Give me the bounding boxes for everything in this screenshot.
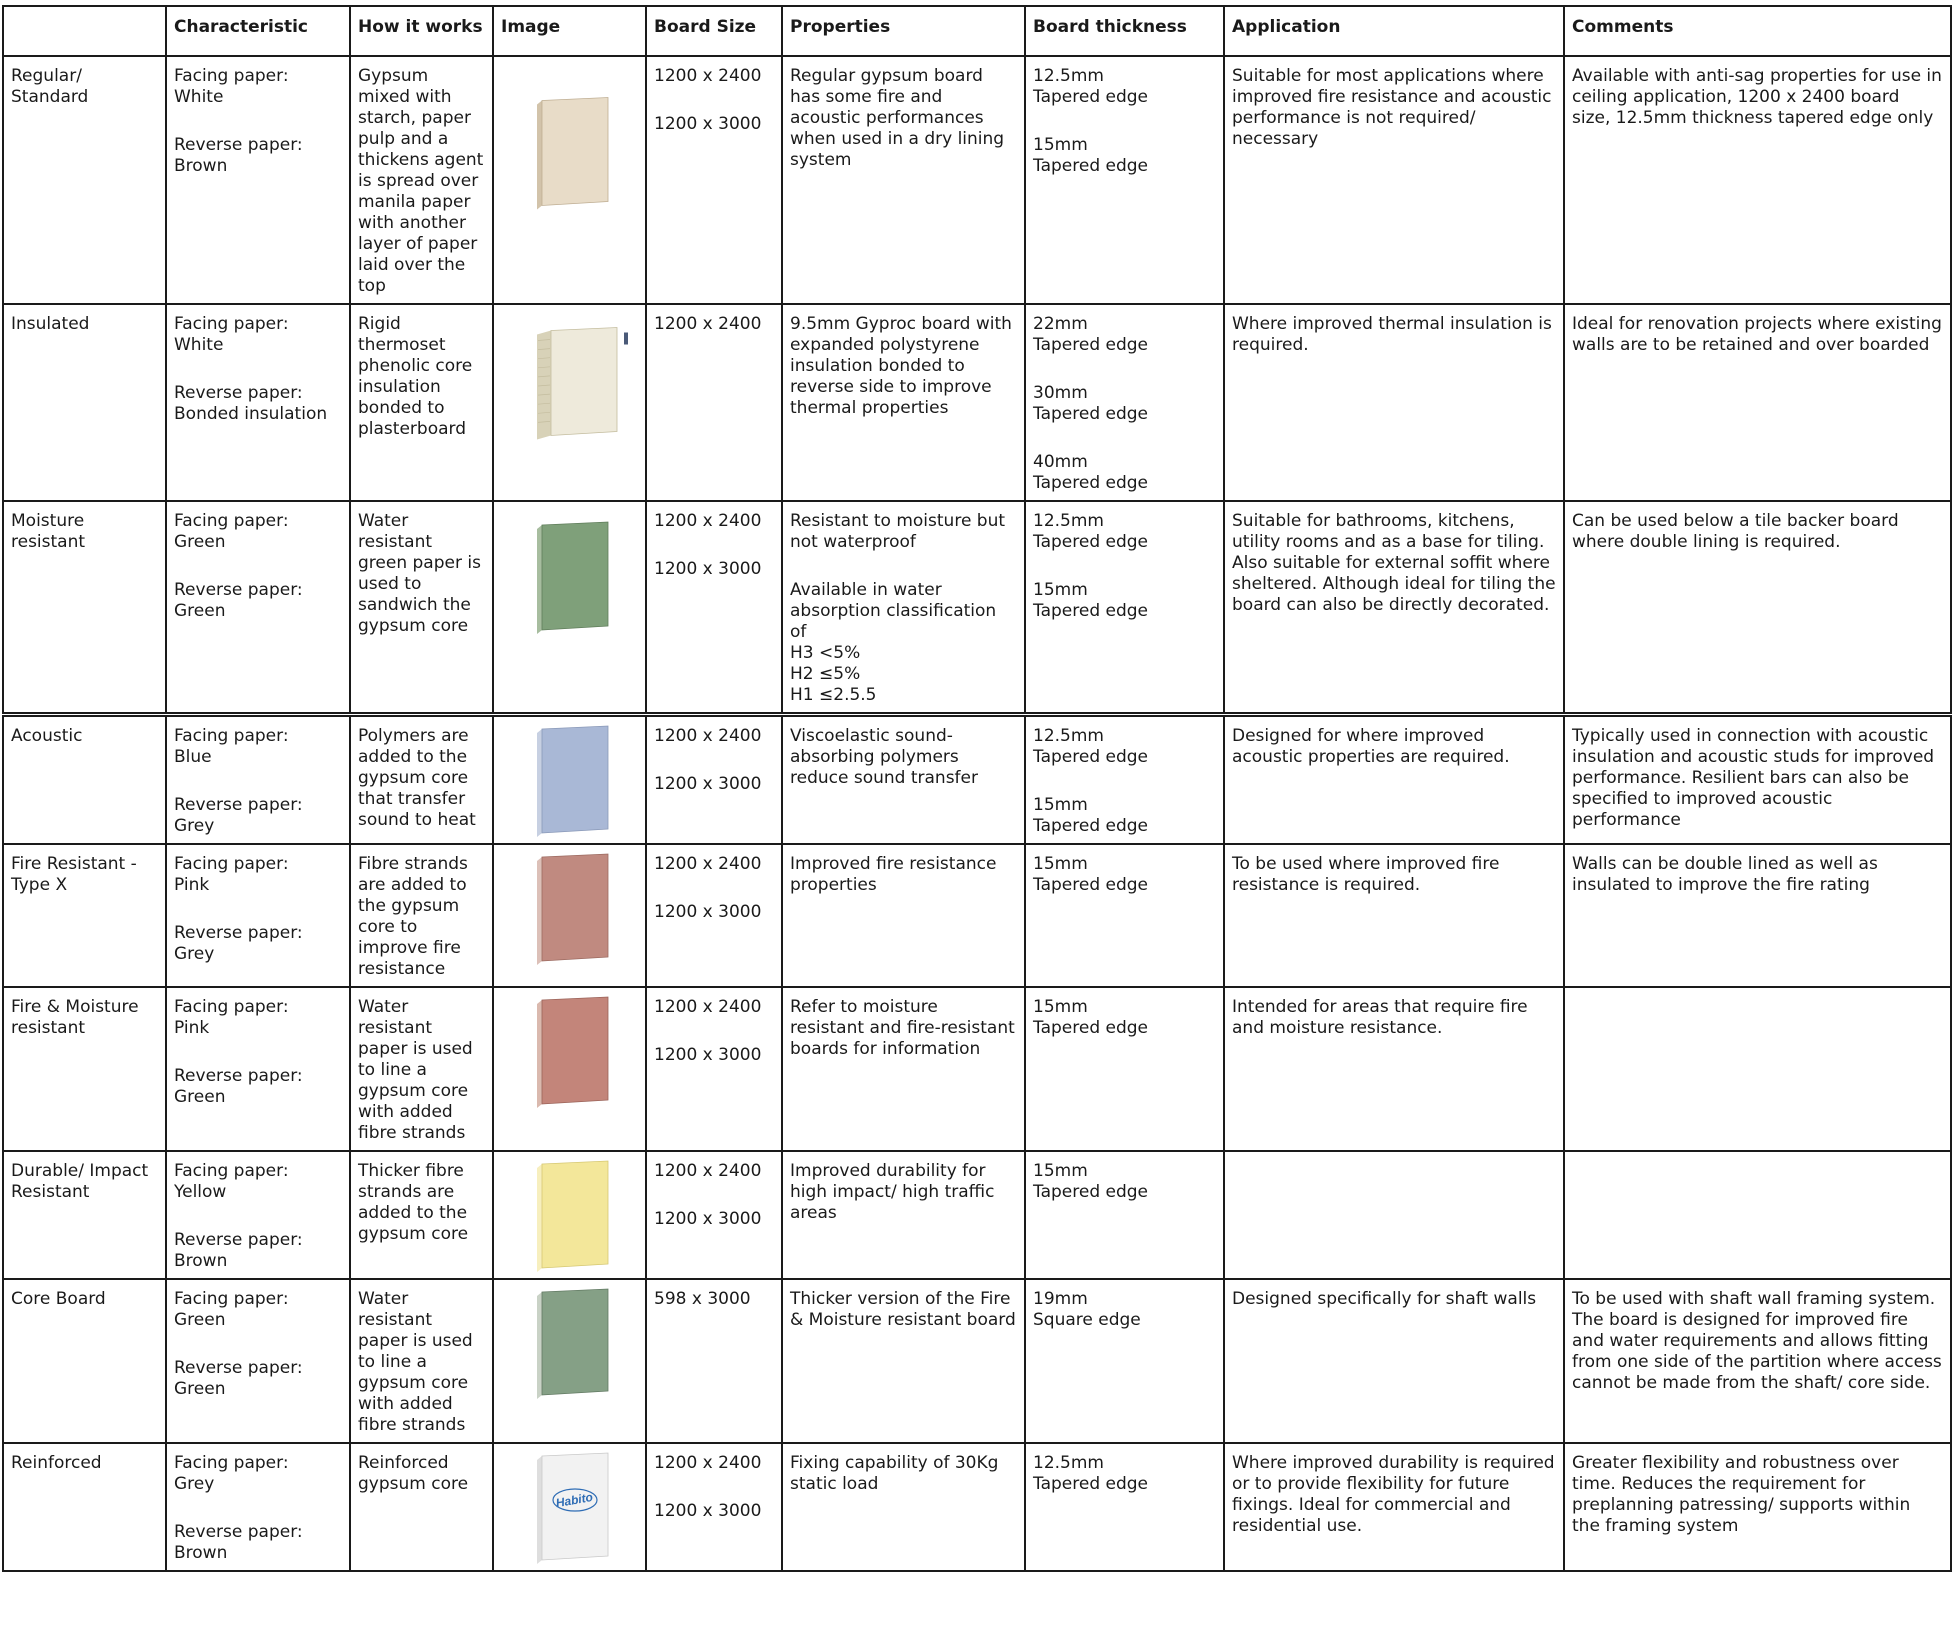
board-size-value: 1200 x 3000 xyxy=(654,1209,762,1229)
facing-paper-label: Facing paper: xyxy=(174,726,289,746)
board-type-name: Standard xyxy=(11,87,89,107)
board-image-cell xyxy=(493,56,646,304)
property-text: H1 ≤2.5.5 xyxy=(790,685,877,705)
board-size-value: 1200 x 3000 xyxy=(654,114,762,134)
comments-cell: Greater flexibility and robustness over time. Reduces the requirement for preplanning patressing/ supports within the framing system xyxy=(1564,1443,1951,1571)
characteristic-cell xyxy=(166,1279,350,1443)
edge-type: Tapered edge xyxy=(1033,404,1149,424)
table-row xyxy=(3,1279,1951,1443)
board-size-value: 1200 x 2400 xyxy=(654,1161,762,1181)
board-type-cell xyxy=(3,1279,166,1443)
board-image-cell xyxy=(493,1443,646,1571)
header-comments: Comments xyxy=(1564,6,1951,56)
properties-cell xyxy=(782,56,1025,304)
properties-cell xyxy=(782,1151,1025,1279)
board-size-value: 1200 x 2400 xyxy=(654,66,762,86)
board-type-name: Reinforced xyxy=(11,1453,102,1473)
properties-cell xyxy=(782,715,1025,845)
characteristic-cell xyxy=(166,56,350,304)
edge-type: Tapered edge xyxy=(1033,747,1149,767)
board-size-value: 1200 x 3000 xyxy=(654,559,762,579)
table-row xyxy=(3,1151,1951,1279)
reverse-paper-label: Reverse paper: xyxy=(174,923,303,943)
characteristic-cell xyxy=(166,715,350,845)
facing-paper-label: Facing paper: xyxy=(174,511,289,531)
edge-type: Tapered edge xyxy=(1033,1182,1149,1202)
board-type-cell xyxy=(3,987,166,1151)
facing-paper-label: Facing paper: xyxy=(174,1453,289,1473)
application-cell: Where improved durability is required or to provide flexibility for future fixings. Ideal for commercial and residential use. xyxy=(1224,1443,1564,1571)
header-properties: Properties xyxy=(782,6,1025,56)
facing-paper-value: Yellow xyxy=(174,1182,227,1202)
board-thickness-cell xyxy=(1025,56,1224,304)
reverse-paper-label: Reverse paper: xyxy=(174,795,303,815)
thickness-value: 12.5mm xyxy=(1033,511,1104,531)
board-thickness-cell xyxy=(1025,304,1224,501)
reverse-paper-value: Grey xyxy=(174,816,215,836)
characteristic-cell xyxy=(166,1443,350,1571)
plasterboard-sample-icon xyxy=(494,57,646,253)
table-row xyxy=(3,304,1951,501)
application-cell: Suitable for most applications where improved fire resistance and acoustic performance is not required/ necessary xyxy=(1224,56,1564,304)
board-size-value: 1200 x 2400 xyxy=(654,726,762,746)
comments-cell: Available with anti-sag properties for use in ceiling application, 1200 x 2400 board size, 12.5mm thickness tapered edge only xyxy=(1564,56,1951,304)
table-row xyxy=(3,1443,1951,1571)
board-image-cell xyxy=(493,1151,646,1279)
comments-cell: To be used with shaft wall framing system. The board is designed for improved fire and water requirements and allows fitting from one side of the partition where access cannot be made from the shaft/ core side. xyxy=(1564,1279,1951,1443)
facing-paper-value: Blue xyxy=(174,747,212,767)
how-it-works-cell: Thicker fibre strands are added to the gypsum core xyxy=(350,1151,493,1279)
edge-type: Tapered edge xyxy=(1033,875,1149,895)
comments-cell: Can be used below a tile backer board where double lining is required. xyxy=(1564,501,1951,715)
board-thickness-cell xyxy=(1025,1443,1224,1571)
properties-cell xyxy=(782,987,1025,1151)
plasterboard-comparison-table xyxy=(2,5,1952,1572)
board-size-value: 1200 x 3000 xyxy=(654,774,762,794)
table-row xyxy=(3,56,1951,304)
thickness-value: 40mm xyxy=(1033,452,1088,472)
facing-paper-label: Facing paper: xyxy=(174,66,289,86)
reverse-paper-label: Reverse paper: xyxy=(174,1066,303,1086)
edge-type: Square edge xyxy=(1033,1310,1141,1330)
facing-paper-value: Green xyxy=(174,532,226,552)
header-application: Application xyxy=(1224,6,1564,56)
thickness-value: 15mm xyxy=(1033,580,1088,600)
application-cell: To be used where improved fire resistance is required. xyxy=(1224,844,1564,987)
header-board-size: Board Size xyxy=(646,6,782,56)
thickness-value: 12.5mm xyxy=(1033,726,1104,746)
how-it-works-cell: Rigid thermoset phenolic core insulation bonded to plasterboard xyxy=(350,304,493,501)
header-how-it-works: How it works xyxy=(350,6,493,56)
board-thickness-cell xyxy=(1025,715,1224,845)
properties-cell xyxy=(782,1443,1025,1571)
how-it-works-cell: Polymers are added to the gypsum core that transfer sound to heat xyxy=(350,715,493,845)
board-size-value: 1200 x 2400 xyxy=(654,511,762,531)
properties-cell xyxy=(782,844,1025,987)
plasterboard-sample-icon xyxy=(494,988,646,1116)
facing-paper-value: Grey xyxy=(174,1474,215,1494)
thickness-value: 22mm xyxy=(1033,314,1088,334)
comments-cell xyxy=(1564,1151,1951,1279)
property-text: Resistant to moisture but not waterproof xyxy=(790,511,1006,552)
board-type-name: resistant xyxy=(11,1018,86,1038)
header-characteristic: Characteristic xyxy=(166,6,350,56)
characteristic-cell xyxy=(166,844,350,987)
board-thickness-cell xyxy=(1025,1279,1224,1443)
reverse-paper-label: Reverse paper: xyxy=(174,1522,303,1542)
board-type-cell xyxy=(3,1151,166,1279)
characteristic-cell xyxy=(166,987,350,1151)
how-it-works-cell: Fibre strands are added to the gypsum core to improve fire resistance xyxy=(350,844,493,987)
facing-paper-value: Pink xyxy=(174,875,210,895)
property-text: Available in water absorption classification of xyxy=(790,580,997,642)
header-type xyxy=(3,6,166,56)
board-thickness-cell xyxy=(1025,844,1224,987)
reverse-paper-value: Brown xyxy=(174,156,228,176)
edge-type: Tapered edge xyxy=(1033,473,1149,493)
facing-paper-label: Facing paper: xyxy=(174,1161,289,1181)
board-thickness-cell xyxy=(1025,501,1224,715)
board-type-cell xyxy=(3,56,166,304)
thickness-value: 12.5mm xyxy=(1033,1453,1104,1473)
properties-cell xyxy=(782,1279,1025,1443)
properties-cell xyxy=(782,304,1025,501)
reverse-paper-label: Reverse paper: xyxy=(174,580,303,600)
plasterboard-sample-icon xyxy=(494,1280,646,1407)
header-board-thickness: Board thickness xyxy=(1025,6,1224,56)
plasterboard-sample-icon xyxy=(494,845,646,973)
facing-paper-label: Facing paper: xyxy=(174,314,289,334)
application-cell: Where improved thermal insulation is required. xyxy=(1224,304,1564,501)
board-size-cell xyxy=(646,987,782,1151)
facing-paper-label: Facing paper: xyxy=(174,854,289,874)
board-type-name: Resistant xyxy=(11,1182,90,1202)
facing-paper-value: White xyxy=(174,87,224,107)
board-size-value: 1200 x 2400 xyxy=(654,314,762,334)
characteristic-cell xyxy=(166,304,350,501)
board-image-cell xyxy=(493,715,646,845)
board-type-name: Core Board xyxy=(11,1289,106,1309)
board-type-cell xyxy=(3,844,166,987)
board-size-cell xyxy=(646,844,782,987)
board-type-name: Insulated xyxy=(11,314,90,334)
reverse-paper-value: Brown xyxy=(174,1543,228,1563)
property-text: H3 <5% xyxy=(790,643,861,663)
plasterboard-sample-icon xyxy=(494,1444,646,1571)
reverse-paper-label: Reverse paper: xyxy=(174,135,303,155)
facing-paper-value: White xyxy=(174,335,224,355)
property-text: Improved durability for high impact/ high traffic areas xyxy=(790,1161,995,1223)
board-type-cell xyxy=(3,715,166,845)
board-size-value: 598 x 3000 xyxy=(654,1289,751,1309)
table-row xyxy=(3,501,1951,715)
characteristic-cell xyxy=(166,1151,350,1279)
board-size-value: 1200 x 3000 xyxy=(654,1045,762,1065)
reverse-paper-label: Reverse paper: xyxy=(174,1230,303,1250)
board-image-cell xyxy=(493,501,646,715)
thickness-value: 30mm xyxy=(1033,383,1088,403)
board-type-cell xyxy=(3,501,166,715)
board-size-cell xyxy=(646,56,782,304)
board-type-cell xyxy=(3,1443,166,1571)
board-type-name: Fire Resistant - xyxy=(11,854,137,874)
property-text: Regular gypsum board has some fire and acoustic performances when used in a dry lining system xyxy=(790,66,1005,170)
thickness-value: 12.5mm xyxy=(1033,66,1104,86)
board-size-cell xyxy=(646,715,782,845)
reverse-paper-value: Grey xyxy=(174,944,215,964)
property-text: Viscoelastic sound-absorbing polymers reduce sound transfer xyxy=(790,726,978,788)
edge-type: Tapered edge xyxy=(1033,1018,1149,1038)
table-row xyxy=(3,844,1951,987)
how-it-works-cell: Reinforced gypsum core xyxy=(350,1443,493,1571)
plasterboard-sample-icon xyxy=(494,717,646,844)
property-text: Improved fire resistance properties xyxy=(790,854,997,895)
application-cell xyxy=(1224,1151,1564,1279)
how-it-works-cell: Water resistant paper is used to line a gypsum core with added fibre strands xyxy=(350,1279,493,1443)
board-size-value: 1200 x 3000 xyxy=(654,1501,762,1521)
thickness-value: 15mm xyxy=(1033,1161,1088,1181)
application-cell: Suitable for bathrooms, kitchens, utility rooms and as a base for tiling. Also suitable for external soffit where sheltered. Although ideal for tiling the board can also be directly decorated. xyxy=(1224,501,1564,715)
reverse-paper-value: Bonded insulation xyxy=(174,404,328,424)
board-type-name: Regular/ xyxy=(11,66,82,86)
thickness-value: 19mm xyxy=(1033,1289,1088,1309)
how-it-works-cell: Gypsum mixed with starch, paper pulp and a thickens agent is spread over manila paper with another layer of paper laid over the top xyxy=(350,56,493,304)
property-text: Refer to moisture resistant and fire-resistant boards for information xyxy=(790,997,1015,1059)
board-type-name: Moisture resistant xyxy=(11,511,86,552)
board-size-value: 1200 x 2400 xyxy=(654,854,762,874)
table-row xyxy=(3,715,1951,845)
properties-cell xyxy=(782,501,1025,715)
thickness-value: 15mm xyxy=(1033,795,1088,815)
plasterboard-sample-icon xyxy=(494,502,646,657)
how-it-works-cell: Water resistant paper is used to line a gypsum core with added fibre strands xyxy=(350,987,493,1151)
comments-cell: Walls can be double lined as well as insulated to improve the fire rating xyxy=(1564,844,1951,987)
application-cell: Designed for where improved acoustic properties are required. xyxy=(1224,715,1564,845)
application-cell: Designed specifically for shaft walls xyxy=(1224,1279,1564,1443)
property-text: H2 ≤5% xyxy=(790,664,861,684)
board-thickness-cell xyxy=(1025,987,1224,1151)
comments-cell xyxy=(1564,987,1951,1151)
board-size-cell xyxy=(646,304,782,501)
reverse-paper-value: Brown xyxy=(174,1251,228,1271)
thickness-value: 15mm xyxy=(1033,854,1088,874)
reverse-paper-value: Green xyxy=(174,1379,226,1399)
board-thickness-cell xyxy=(1025,1151,1224,1279)
property-text: Thicker version of the Fire & Moisture resistant board xyxy=(790,1289,1016,1330)
board-image-cell xyxy=(493,1279,646,1443)
table-row xyxy=(3,987,1951,1151)
facing-paper-label: Facing paper: xyxy=(174,1289,289,1309)
edge-type: Tapered edge xyxy=(1033,601,1149,621)
edge-type: Tapered edge xyxy=(1033,532,1149,552)
thickness-value: 15mm xyxy=(1033,135,1088,155)
edge-type: Tapered edge xyxy=(1033,1474,1149,1494)
header-image: Image xyxy=(493,6,646,56)
plasterboard-sample-icon xyxy=(494,1152,646,1279)
board-type-name: Durable/ Impact xyxy=(11,1161,149,1181)
board-image-cell xyxy=(493,987,646,1151)
board-size-cell xyxy=(646,1279,782,1443)
board-type-name: Acoustic xyxy=(11,726,83,746)
board-type-cell xyxy=(3,304,166,501)
board-image-cell xyxy=(493,844,646,987)
facing-paper-value: Pink xyxy=(174,1018,210,1038)
facing-paper-value: Green xyxy=(174,1310,226,1330)
edge-type: Tapered edge xyxy=(1033,87,1149,107)
comments-cell: Typically used in connection with acoustic insulation and acoustic studs for improved performance. Resilient bars can also be specified to improved acoustic performance xyxy=(1564,715,1951,845)
comments-cell: Ideal for renovation projects where existing walls are to be retained and over boarded xyxy=(1564,304,1951,501)
plasterboard-sample-icon xyxy=(494,305,646,465)
thickness-value: 15mm xyxy=(1033,997,1088,1017)
board-size-value: 1200 x 2400 xyxy=(654,1453,762,1473)
board-size-cell xyxy=(646,1443,782,1571)
board-size-cell xyxy=(646,501,782,715)
how-it-works-cell: Water resistant green paper is used to sandwich the gypsum core xyxy=(350,501,493,715)
board-type-name: Type X xyxy=(11,875,68,895)
board-type-name: Fire & Moisture xyxy=(11,997,139,1017)
reverse-paper-label: Reverse paper: xyxy=(174,1358,303,1378)
reverse-paper-value: Green xyxy=(174,601,226,621)
edge-type: Tapered edge xyxy=(1033,335,1149,355)
edge-type: Tapered edge xyxy=(1033,156,1149,176)
property-text: 9.5mm Gyproc board with expanded polystyrene insulation bonded to reverse side to improve thermal properties xyxy=(790,314,1012,418)
application-cell: Intended for areas that require fire and moisture resistance. xyxy=(1224,987,1564,1151)
reverse-paper-label: Reverse paper: xyxy=(174,383,303,403)
facing-paper-label: Facing paper: xyxy=(174,997,289,1017)
habito-logo-icon: Habito xyxy=(554,1489,594,1511)
header-row xyxy=(3,6,1951,56)
board-size-cell xyxy=(646,1151,782,1279)
board-size-value: 1200 x 3000 xyxy=(654,902,762,922)
property-text: Fixing capability of 30Kg static load xyxy=(790,1453,999,1494)
characteristic-cell xyxy=(166,501,350,715)
board-size-value: 1200 x 2400 xyxy=(654,997,762,1017)
reverse-paper-value: Green xyxy=(174,1087,226,1107)
board-image-cell xyxy=(493,304,646,501)
edge-type: Tapered edge xyxy=(1033,816,1149,836)
